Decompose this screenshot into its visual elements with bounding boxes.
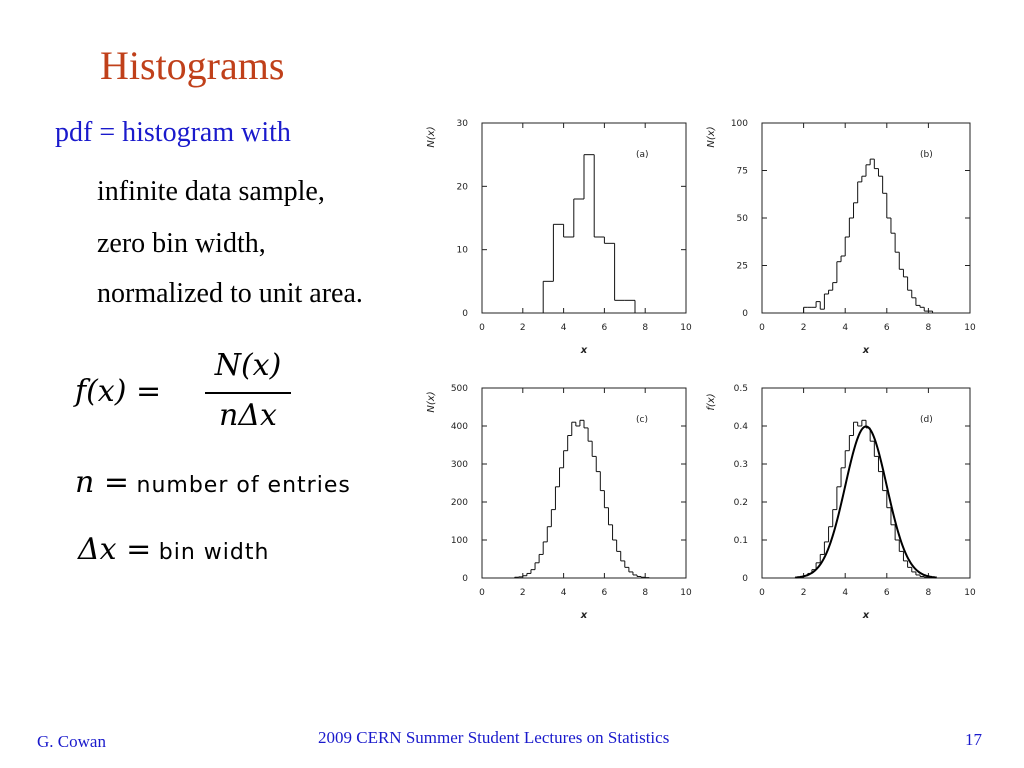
panel-1-xtick-label-4: 8 bbox=[642, 323, 649, 333]
panel-2-ytick-label-4: 100 bbox=[730, 119, 748, 129]
panel-4-frame bbox=[762, 388, 970, 578]
panel-3-ylabel: N(x) bbox=[426, 391, 437, 413]
panel-3-ytick-label-1: 100 bbox=[450, 536, 468, 546]
panel-3-ytick-label-4: 400 bbox=[450, 422, 468, 432]
panel-4-ytick-label-0: 0 bbox=[742, 574, 748, 584]
panel-4-xtick-label-3: 6 bbox=[883, 588, 890, 598]
panel-4-ylabel: f(x) bbox=[706, 393, 717, 411]
dx-symbol: Δx = bbox=[78, 532, 152, 567]
panel-3-ytick-label-0: 0 bbox=[462, 574, 468, 584]
panel-2-frame bbox=[762, 123, 970, 313]
fraction-bar bbox=[205, 392, 291, 394]
panel-1-ylabel: N(x) bbox=[426, 126, 437, 148]
n-symbol: n = bbox=[75, 465, 129, 500]
bullet-infinite-sample: infinite data sample, bbox=[97, 176, 325, 207]
panel-2-ytick-label-0: 0 bbox=[742, 309, 748, 319]
bullet-zero-bin-width: zero bin width, bbox=[97, 228, 266, 259]
panel-4-xtick-label-5: 10 bbox=[964, 588, 976, 598]
panel-1-xlabel: x bbox=[580, 345, 588, 356]
panel-2-ytick-label-1: 25 bbox=[736, 261, 748, 272]
panel-4-ytick-label-5: 0.5 bbox=[733, 384, 748, 394]
panel-3-ytick-label-5: 500 bbox=[450, 384, 468, 394]
footer-author: G. Cowan bbox=[37, 732, 106, 751]
panel-3-xtick-label-3: 6 bbox=[601, 588, 608, 598]
panel-2-ytick-label-3: 75 bbox=[736, 166, 748, 177]
panel-3-panel-label: (c) bbox=[636, 415, 648, 425]
panel-4-xtick-label-2: 4 bbox=[842, 588, 849, 598]
panel-2-xtick-label-4: 8 bbox=[925, 323, 932, 333]
footer-course: 2009 CERN Summer Student Lectures on Statistics bbox=[318, 728, 670, 747]
panel-1-frame bbox=[482, 123, 686, 313]
panel-2-xtick-label-1: 2 bbox=[800, 323, 807, 333]
intro-line: pdf = histogram with bbox=[55, 117, 291, 148]
bullet-normalized: normalized to unit area. bbox=[97, 278, 363, 309]
panel-2-xlabel: x bbox=[862, 345, 870, 356]
panel-3-xtick-label-4: 8 bbox=[642, 588, 649, 598]
dx-text: bin width bbox=[158, 540, 270, 565]
n-definition bbox=[75, 465, 351, 500]
panel-1-ytick-label-0: 0 bbox=[462, 309, 468, 319]
panel-1-xtick-label-1: 2 bbox=[519, 323, 526, 333]
formula-denominator: nΔx bbox=[219, 398, 277, 433]
panel-4-panel-label: (d) bbox=[920, 415, 933, 425]
panel-4-ytick-label-4: 0.4 bbox=[733, 422, 748, 432]
dx-definition bbox=[78, 532, 269, 567]
panel-3-ytick-label-3: 300 bbox=[450, 460, 468, 470]
panel-4-ytick-label-3: 0.3 bbox=[733, 460, 748, 470]
panel-4-xtick-label-1: 2 bbox=[800, 588, 807, 598]
panel-2-xtick-label-5: 10 bbox=[964, 323, 976, 333]
panel-4-ytick-label-2: 0.2 bbox=[733, 498, 748, 508]
panel-1-ytick-label-3: 30 bbox=[456, 119, 468, 129]
panel-1-xtick-label-2: 4 bbox=[560, 323, 567, 333]
panel-3-ytick-label-2: 200 bbox=[450, 498, 468, 508]
formula-numerator: N(x) bbox=[214, 348, 282, 383]
panel-2-ytick-label-2: 50 bbox=[736, 214, 748, 224]
panel-3-xlabel: x bbox=[580, 610, 588, 621]
n-text: number of entries bbox=[136, 473, 351, 498]
histogram-figure bbox=[410, 105, 1010, 645]
panel-1-xtick-label-0: 0 bbox=[479, 323, 485, 333]
panel-4-xlabel: x bbox=[862, 610, 870, 621]
panel-1-xtick-label-3: 6 bbox=[601, 323, 608, 333]
panel-3-xtick-label-0: 0 bbox=[479, 588, 485, 598]
panel-4-ytick-label-1: 0.1 bbox=[733, 536, 748, 546]
panel-3-xtick-label-1: 2 bbox=[519, 588, 526, 598]
panel-4-xtick-label-4: 8 bbox=[925, 588, 932, 598]
panel-4-gaussian-curve bbox=[795, 426, 936, 577]
panel-2-xtick-label-3: 6 bbox=[883, 323, 890, 333]
panel-2-panel-label: (b) bbox=[920, 150, 933, 160]
panel-2-xtick-label-0: 0 bbox=[759, 323, 765, 333]
panel-1-panel-label: (a) bbox=[636, 150, 649, 160]
panel-3-frame bbox=[482, 388, 686, 578]
panel-1-xtick-label-5: 10 bbox=[680, 323, 692, 333]
slide-title: Histograms bbox=[100, 43, 285, 88]
panel-2-ylabel: N(x) bbox=[706, 126, 717, 148]
panel-1-ytick-label-2: 20 bbox=[456, 182, 468, 193]
pdf-formula bbox=[75, 348, 405, 438]
panel-1-ytick-label-1: 10 bbox=[456, 245, 468, 256]
panel-3-xtick-label-5: 10 bbox=[680, 588, 692, 598]
panel-2-xtick-label-2: 4 bbox=[842, 323, 849, 333]
panel-3-xtick-label-2: 4 bbox=[560, 588, 567, 598]
formula-lhs: f(x) = bbox=[75, 374, 162, 409]
footer-page-number: 17 bbox=[965, 730, 982, 749]
panel-4-xtick-label-0: 0 bbox=[759, 588, 765, 598]
